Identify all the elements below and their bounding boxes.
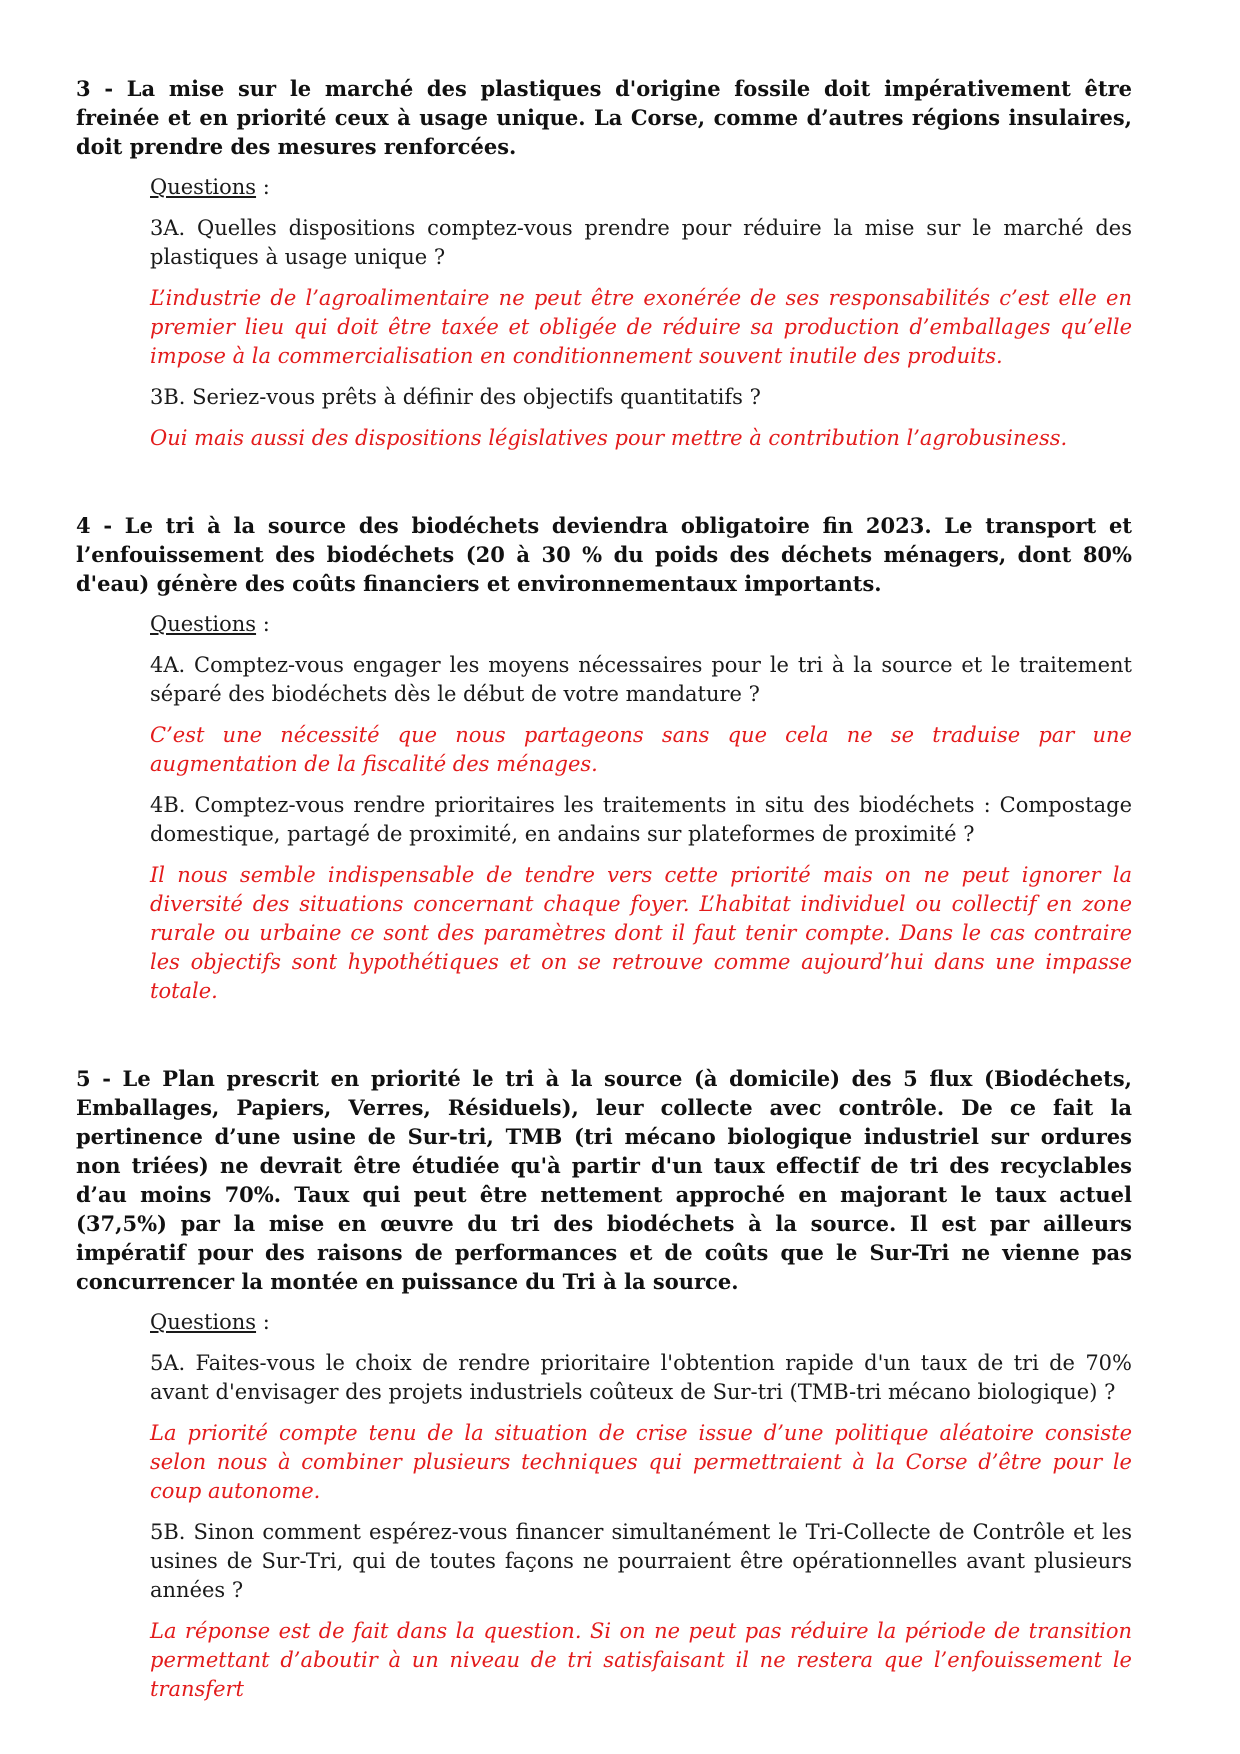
section-5 [76,1064,1132,1704]
questions-label-text: Questions [150,612,257,636]
answer-4a: C’est une nécessité que nous partageons sans que cela ne se traduise par une augmentation de la fiscalité des ménages. [150,723,1132,776]
questions-label-suffix: : [256,612,270,636]
question-3a: 3A. Quelles dispositions comptez-vous prendre pour réduire la mise sur le marché des plastiques à usage unique ? [150,216,1132,269]
questions-label-suffix: : [256,175,270,199]
questions-label [150,173,1132,202]
answer-3a: L’industrie de l’agroalimentaire ne peut être exonérée de ses responsabilités c’est elle en premier lieu qui doit être taxée et obligée de réduire sa production d’emballages qu’elle impose à la commercialisation en conditionnement souvent inutile des produits. [150,286,1132,368]
section-heading: 4 - Le tri à la source des biodéchets deviendra obligatoire fin 2023. Le transport et l’enfouissement des biodéchets (20 à 30 % du poids des déchets ménagers, dont 80% d'eau) génère des coûts financiers et environnementaux importants. [76,513,1132,596]
questions-label-text: Questions [150,175,257,199]
answer-3b: Oui mais aussi des dispositions législatives pour mettre à contribution l’agrobusiness. [150,426,1068,450]
questions-label-text: Questions [150,1310,257,1334]
questions-block [150,610,1132,1006]
question-4b: 4B. Comptez-vous rendre prioritaires les traitements in situ des biodéchets : Compostage domestique, partagé de proximité, en andains sur plateformes de proximité ? [150,793,1132,846]
question-4a: 4A. Comptez-vous engager les moyens nécessaires pour le tri à la source et le traitement séparé des biodéchets dès le début de votre mandature ? [150,653,1132,706]
question-5a: 5A. Faites-vous le choix de rendre prioritaire l'obtention rapide d'un taux de tri de 70% avant d'envisager des projets industriels coûteux de Sur-tri (TMB-tri mécano biologique) ? [150,1351,1132,1404]
questions-label-suffix: : [256,1310,270,1334]
section-3 [76,74,1132,453]
section-heading: 3 - La mise sur le marché des plastiques d'origine fossile doit impérativement être freinée et en priorité ceux à usage unique. La Corse, comme d’autres régions insulaires, doit prendre des mesures renforcées. [76,76,1132,159]
section-spacer [76,1018,1132,1064]
section-4 [76,511,1132,1006]
questions-block [150,1308,1132,1704]
questions-block [150,173,1132,453]
questions-label [150,1308,1132,1337]
question-5b: 5B. Sinon comment espérez-vous financer simultanément le Tri-Collecte de Contrôle et les usines de Sur-Tri, qui de toutes façons ne pourraient être opérationnelles avant plusieurs années ? [150,1520,1132,1602]
answer-5a: La priorité compte tenu de la situation de crise issue d’une politique aléatoire consiste selon nous à combiner plusieurs techniques qui permettraient à la Corse d’être pour le coup autonome. [150,1421,1132,1503]
answer-5b: La réponse est de fait dans la question. Si on ne peut pas réduire la période de transition permettant d’aboutir à un niveau de tri satisfaisant il ne restera que l’enfouissement le transfert [150,1619,1132,1701]
question-3b: 3B. Seriez-vous prêts à définir des objectifs quantitatifs ? [150,385,761,409]
section-heading: 5 - Le Plan prescrit en priorité le tri à la source (à domicile) des 5 flux (Biodéchets, Emballages, Papiers, Verres, Résiduels), leur collecte avec contrôle. De ce fait la pertinence d’une usine de Sur-tri, TMB (tri mécano biologique industriel sur ordures non triées) ne devrait être étudiée qu'à partir d'un taux effectif de tri des recyclables d’au moins 70%. Taux qui peut être nettement approché en majorant le taux actuel (37,5%) par la mise en œuvre du tri des biodéchets à la source. Il est par ailleurs impératif pour des raisons de performances et de coûts que le Sur-Tri ne vienne pas concurrencer la montée en puissance du Tri à la source. [76,1066,1132,1294]
questions-label [150,610,1132,639]
section-spacer [76,465,1132,511]
document-page [76,74,1132,1716]
answer-4b: Il nous semble indispensable de tendre vers cette priorité mais on ne peut ignorer la diversité des situations concernant chaque foyer. L’habitat individuel ou collectif en zone rurale ou urbaine ce sont des paramètres dont il faut tenir compte. Dans le cas contraire les objectifs sont hypothétiques et on se retrouve comme aujourd’hui dans une impasse totale. [150,863,1132,1003]
